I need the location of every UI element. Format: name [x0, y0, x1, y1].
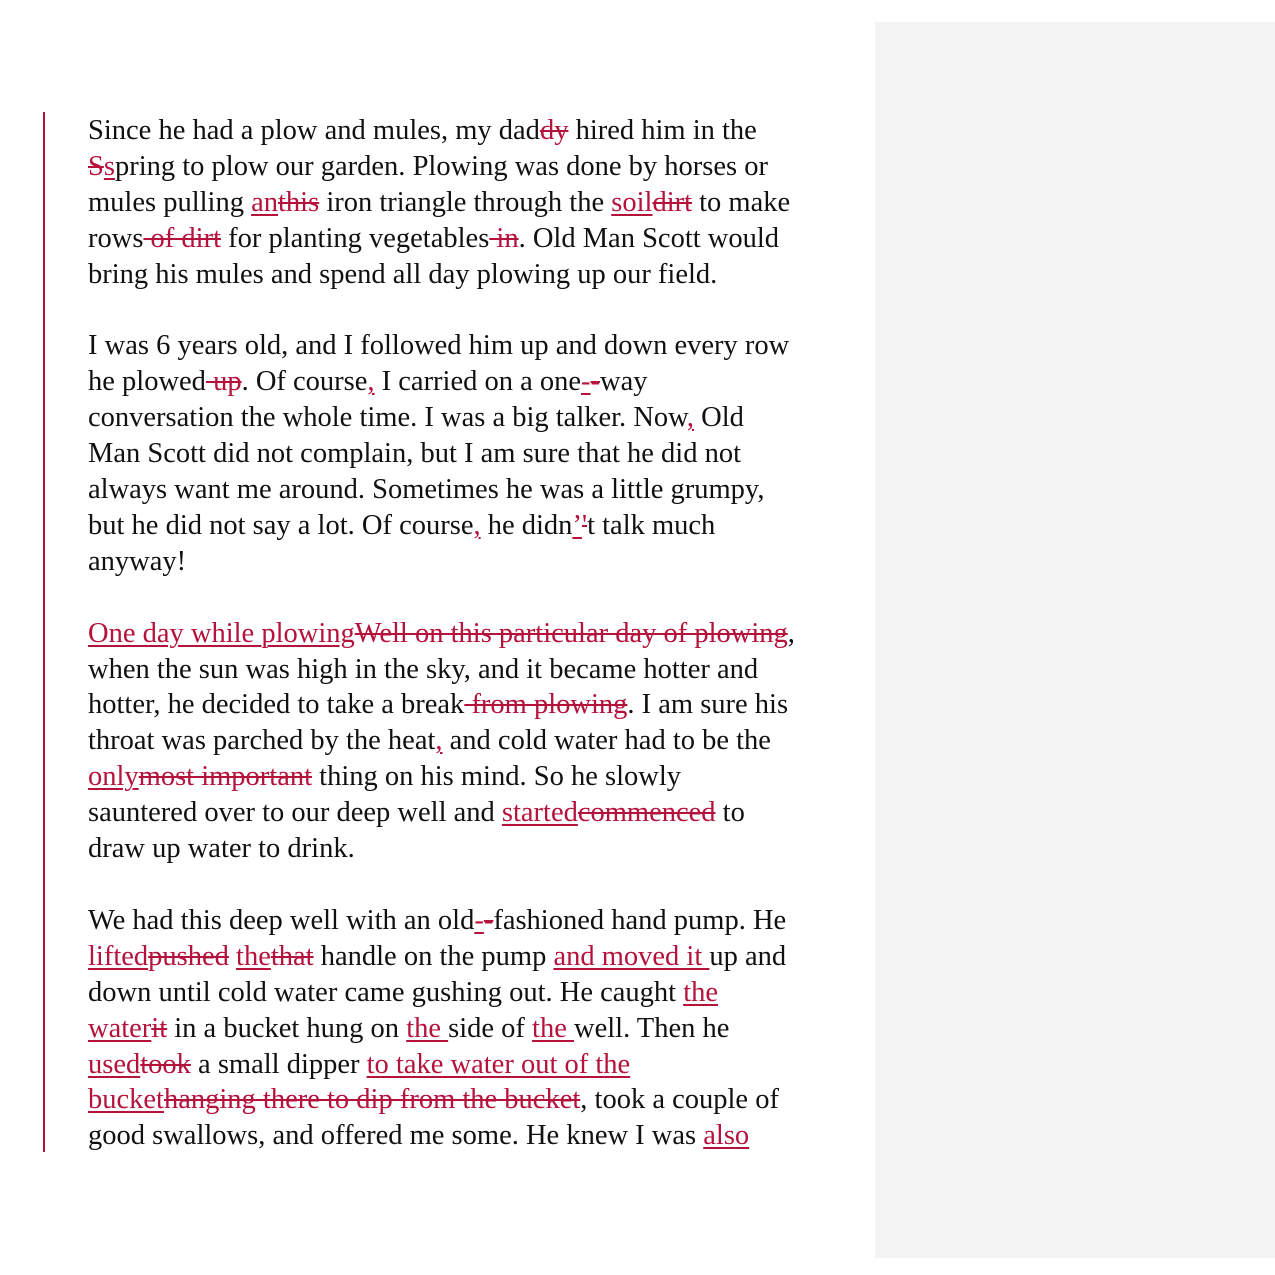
- inserted-text: ,: [473, 509, 481, 541]
- body-text: We had this deep well with an old: [88, 904, 475, 936]
- deleted-text: S: [88, 150, 104, 182]
- body-text: thing on his mind.: [312, 761, 534, 793]
- deleted-text: from plowing: [464, 689, 628, 721]
- text-line: [88, 759, 878, 795]
- body-text: way: [600, 366, 648, 398]
- text-line: [88, 652, 878, 688]
- body-text: to: [715, 797, 745, 829]
- inserted-text: to take water out of the: [366, 1048, 631, 1080]
- inserted-text: the: [236, 940, 271, 972]
- text-line: [88, 185, 878, 221]
- body-text: Old: [694, 402, 744, 434]
- text-line: [88, 364, 878, 400]
- deleted-text: pushed: [148, 940, 229, 972]
- text-line: [88, 436, 878, 472]
- body-text: fashioned hand pump. He: [493, 904, 787, 936]
- body-text: for planting vegetables: [221, 222, 490, 254]
- text-line: [88, 616, 878, 652]
- body-text: So he slowly: [533, 761, 681, 793]
- deleted-text: most important: [138, 761, 313, 793]
- body-text: when the sun was high in the sky, and it became hotter and: [88, 653, 759, 685]
- deleted-text: this: [278, 186, 320, 218]
- body-text: Of course: [255, 366, 368, 398]
- body-text: sauntered over to our deep well and: [88, 797, 502, 829]
- text-line: [88, 903, 878, 939]
- inserted-text: -: [474, 904, 484, 936]
- body-text: he didn: [480, 509, 573, 541]
- body-text: in a bucket hung on: [167, 1012, 407, 1044]
- deleted-text: that: [270, 940, 314, 972]
- body-text: up and: [709, 940, 787, 972]
- text-line: [88, 257, 878, 293]
- text-line: [88, 723, 878, 759]
- inserted-text: bucket: [88, 1084, 164, 1116]
- deleted-text: up: [205, 366, 242, 398]
- comment-margin-pane: [875, 22, 1275, 1258]
- body-text: .: [518, 222, 533, 254]
- deleted-text: hanging there to dip from the bucket: [163, 1084, 581, 1116]
- deleted-text: -: [483, 904, 494, 936]
- text-line: [88, 113, 878, 149]
- text-line: [88, 149, 878, 185]
- body-text: hotter, he decided to take a break: [88, 689, 465, 721]
- body-text: Of course: [361, 509, 474, 541]
- body-text: Plowing was done by horses or: [412, 150, 768, 182]
- body-text: conversation the whole time.: [88, 402, 425, 434]
- body-text: I am sure his: [641, 689, 789, 721]
- body-text: throat was parched by the heat: [88, 725, 436, 757]
- inserted-text: the: [683, 976, 719, 1008]
- body-text: Since he had a plow and mules, my dad: [88, 115, 540, 146]
- body-text: good swallows, and offered me some.: [88, 1120, 526, 1152]
- body-text: .: [241, 366, 256, 398]
- body-text: Man Scott did not complain, but I am sure that he did not: [88, 438, 742, 470]
- body-text: bring his mules and spend all day plowing up our field.: [88, 258, 718, 290]
- text-line: [88, 1082, 878, 1118]
- body-text: always want me around.: [88, 474, 373, 506]
- inserted-text: also: [703, 1120, 750, 1152]
- body-text: He knew I was: [525, 1120, 704, 1152]
- text-line: [88, 1047, 878, 1083]
- deleted-text: it: [151, 1012, 168, 1044]
- body-text: t talk much: [587, 509, 716, 541]
- inserted-text: ,: [686, 402, 695, 434]
- body-text: well. Then he: [574, 1012, 730, 1044]
- inserted-text: an: [251, 186, 278, 218]
- inserted-text: only: [88, 761, 139, 793]
- body-text: to make: [692, 186, 791, 218]
- body-text: side of: [448, 1012, 533, 1044]
- body-text: he plowed: [88, 366, 206, 398]
- body-text: and cold water had to be the: [442, 725, 771, 757]
- text-line: [88, 795, 878, 831]
- inserted-text: used: [88, 1048, 141, 1080]
- body-text: draw up water to drink.: [88, 833, 355, 865]
- text-line: [88, 328, 878, 364]
- body-text: down until cold water came gushing out.: [88, 976, 560, 1008]
- body-text: Old Man Scott would: [532, 222, 780, 254]
- body-text: ,: [787, 617, 795, 649]
- inserted-text: the: [532, 1012, 574, 1044]
- body-text: rows: [88, 222, 144, 254]
- text-line: [88, 1118, 878, 1154]
- text-line: [88, 831, 878, 867]
- body-text: iron triangle through the: [319, 186, 612, 218]
- inserted-text: and moved it: [553, 940, 710, 972]
- deleted-text: Well on this particular day of plowing: [354, 617, 788, 649]
- body-text: mules pulling: [88, 186, 252, 218]
- text-line: [88, 939, 878, 975]
- body-text: pring to plow our garden.: [114, 150, 413, 182]
- body-text: .: [627, 689, 642, 721]
- body-text: , took a couple of: [580, 1084, 779, 1116]
- body-text: anyway!: [88, 545, 187, 577]
- deleted-text: dy: [539, 115, 569, 146]
- change-bar: [43, 112, 45, 1152]
- deleted-text: -: [590, 366, 601, 398]
- inserted-text: the: [406, 1012, 449, 1044]
- inserted-text: ,: [367, 366, 375, 398]
- text-line: [88, 221, 878, 257]
- inserted-text: ’: [572, 509, 582, 541]
- inserted-text: One day while plowing: [88, 617, 355, 649]
- paragraph-gap: [88, 580, 878, 616]
- deleted-text: in: [489, 222, 519, 254]
- document-body[interactable]: [88, 113, 878, 1154]
- text-line: [88, 472, 878, 508]
- paragraph-gap: [88, 867, 878, 903]
- inserted-text: ,: [435, 725, 443, 757]
- body-text: a small dipper: [190, 1048, 367, 1080]
- text-line: [88, 1011, 878, 1047]
- body-text: [229, 941, 236, 972]
- deleted-text: dirt: [652, 186, 693, 218]
- body-text: Sometimes he was a little grumpy,: [372, 474, 765, 506]
- deleted-text: ': [581, 509, 588, 541]
- inserted-text: water: [88, 1012, 152, 1044]
- body-text: Now: [633, 402, 687, 434]
- inserted-text: soil: [611, 186, 653, 218]
- inserted-text: lifted: [88, 940, 149, 972]
- body-text: I was 6 years old, and I followed him up and down every row: [88, 330, 790, 362]
- text-line: [88, 400, 878, 436]
- text-line: [88, 975, 878, 1011]
- text-line: [88, 544, 878, 580]
- text-line: [88, 508, 878, 544]
- body-text: hired him in the: [568, 115, 757, 146]
- body-text: but he did not say a lot.: [88, 509, 362, 541]
- deleted-text: of dirt: [143, 222, 221, 254]
- body-text: I was a big talker.: [424, 402, 634, 434]
- body-text: handle on the pump: [313, 940, 554, 972]
- deleted-text: took: [140, 1048, 191, 1080]
- deleted-text: commenced: [577, 797, 716, 829]
- body-text: He caught: [559, 976, 684, 1008]
- text-line: [88, 687, 878, 723]
- inserted-text: s: [103, 150, 115, 182]
- inserted-text: -: [581, 366, 591, 398]
- paragraph-gap: [88, 293, 878, 329]
- body-text: I carried on a one: [374, 366, 582, 398]
- inserted-text: started: [501, 797, 578, 829]
